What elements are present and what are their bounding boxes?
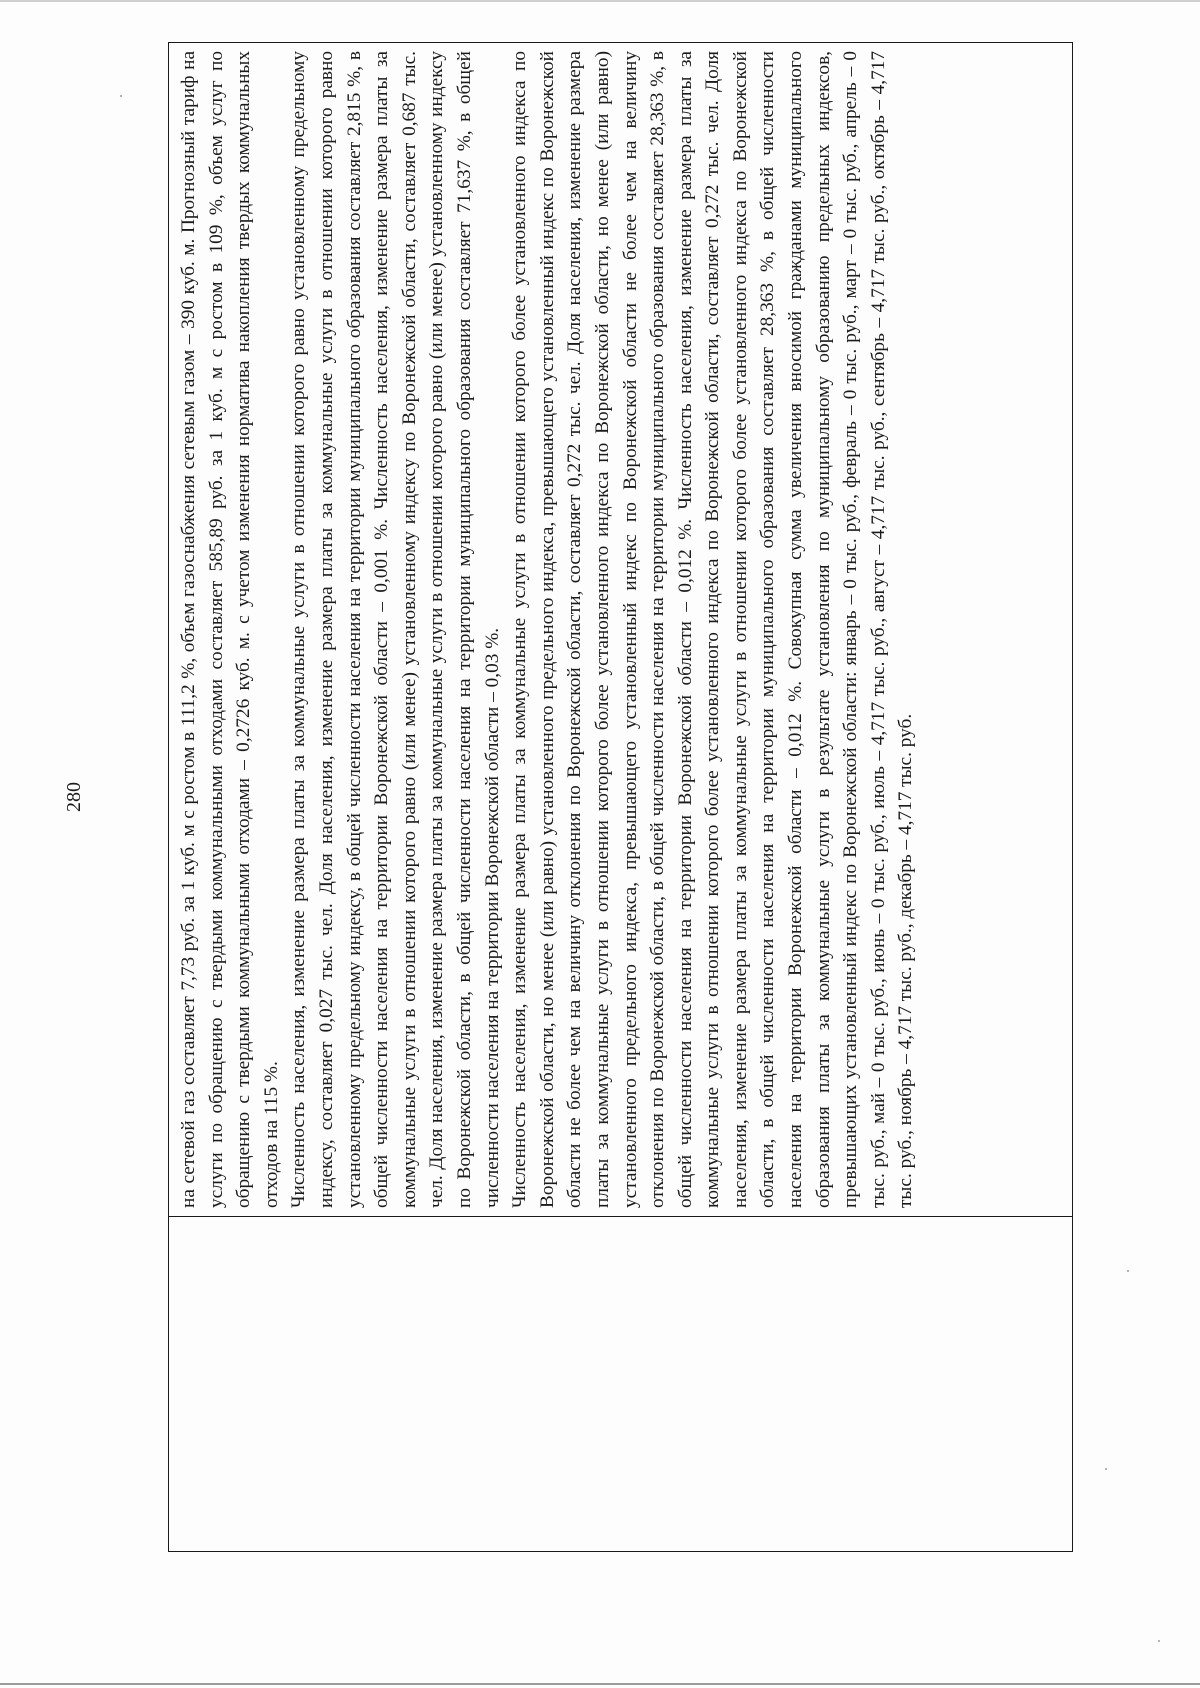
scan-bottom-edge [0,1683,1200,1685]
scan-speck [1105,1468,1107,1470]
description-text: на сетевой газ составляет 7,73 руб. за 1 куб. м с ростом в 111,2 %, объем газоснабжения сетевым газом – 390 куб. м. Прогнозный тариф на услуги по обращению с твердыми коммунальными отходами составляет 585,89 руб. за 1 куб. м с ростом в 109 %, объем услуг по обращению с твердыми коммунальными отходами – 0,2726 куб. м. с учетом изменения норматива накопления твердых коммунальных отходов на 115 %. Численность населения, изменение размера платы за коммунальные услуги в отношении которого равно установленному предельному индексу, составляет 0,027 тыс. чел. Доля населения, изменение размера платы за коммунальные услуги в отношении которого равно установленному предельному индексу, в общей численности населения на территории муниципального образования составляет 2,815 %, в общей численности населения на территории Воронежской области – 0,001 %. Численность населения, изменение размера платы за коммунальные услуги в отношении которого равно (или менее) установленному индексу по Воронежской области, составляет 0,687 тыс. чел. Доля населения, изменение размера платы за коммунальные услуги в отношении которого равно (или менее) установленному индексу по Воронежской области, в общей численности населения на территории муниципального образования составляет 71,637 %, в общей численности населения на территории Воронежской области – 0,03 %. Численность населения, изменение размера платы за коммунальные услуги в отношении которого более установленного индекса по Воронежской области, но менее (или равно) установленного предельного индекса, превышающего установленный индекс по Воронежской области не более чем на величину отклонения по Воронежской области, составляет 0,272 тыс. чел. Доля населения, изменение размера платы за коммунальные услуги в отношении которого более установленного индекса по Воронежской области, но менее (или равно) установленного предельного индекса, превышающего установленный индекс по Воронежской области не более чем на величину отклонения по Воронежской области, в общей численности населения на территории муниципального образования составляет 28,363 %, в общей численности населения на территории Воронежской области – 0,012 %. Численность населения, изменение размера платы за коммунальные услуги в отношении которого более установленного индекса по Воронежской области, составляет 0,272 тыс. чел. Доля населения, изменение размера платы за коммунальные услуги в отношении которого более установленного индекса по Воронежской области, в общей численности населения на территории муниципального образования составляет 28,363 %, в общей численности населения на территории Воронежской области – 0,012 %. Совокупная сумма увеличения вносимой гражданами муниципального образования платы за коммунальные услуги в результате установления по муниципальному образованию предельных индексов, превышающих установленный индекс по Воронежской области: январь – 0 тыс. руб., февраль – 0 тыс. руб., март – 0 тыс. руб., апрель – 0 тыс. руб., май – 0 тыс. руб., июнь – 0 тыс. руб., июль – 4,717 тыс. руб., август – 4,717 тыс. руб., сентябрь – 4,717 тыс. руб., октябрь – 4,717 тыс. руб., ноябрь – 4,717 тыс. руб., декабрь – 4,717 тыс. руб. [178,51,917,1208]
scan-speck [120,95,122,97]
table-label-cell [169,1216,1072,1551]
document-table [168,42,1073,1552]
table-description-cell [169,43,1072,1216]
scan-top-edge [0,0,1200,2]
page-number: 280 [63,782,85,812]
scan-speck [1158,1640,1160,1642]
rotated-content [63,42,1073,1552]
scan-speck [1127,1270,1129,1272]
